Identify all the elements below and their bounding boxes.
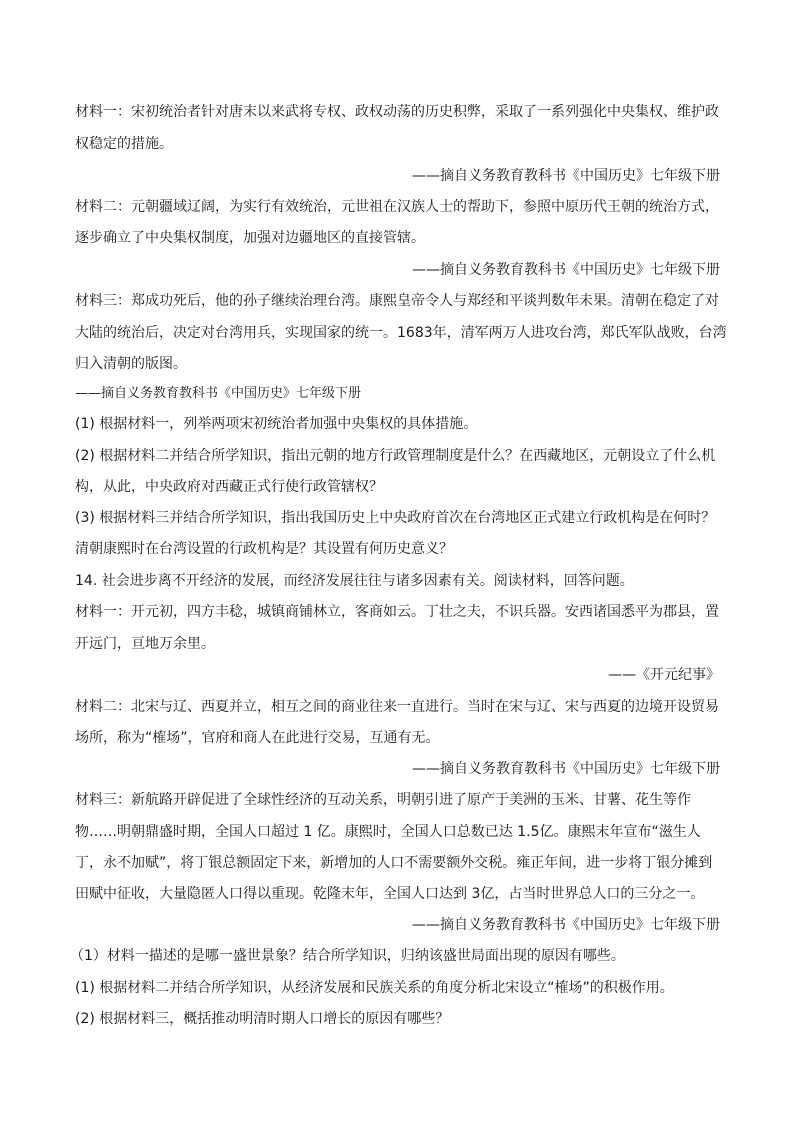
text-line: 材料一：宋初统治者针对唐末以来武将专权、政权动荡的历史积弊，采取了一系列强化中央集权、维护政 [75, 104, 719, 120]
source-citation: ——《开元纪事》 [608, 667, 720, 683]
text-line: 材料三：郑成功死后，他的孙子继续治理台湾。康熙皇帝令人与郑经和平谈判数年未果。清朝在稳定了对 [75, 293, 719, 309]
question-line: 清朝康熙时在台湾设置的行政机构是？其设置有何历史意义？ [75, 541, 453, 557]
question-line: (2) 根据材料二并结合所学知识，指出元朝的地方行政管理制度是什么？在西藏地区，元朝设立了什么机 [75, 448, 716, 464]
question-line: 构，从此，中央政府对西藏正式行使行政管辖权？ [75, 479, 383, 495]
text-line: 材料一：开元初，四方丰稔，城镇商铺林立，客商如云。丁壮之夫，不识兵器。安西诸国悉平为郡县，置 [75, 604, 719, 620]
text-line: 开远门，亘地万余里。 [75, 636, 215, 652]
source-citation: ——摘自义务教育教科书《中国历史》七年级下册 [412, 262, 720, 278]
source-citation: ——摘自义务教育教科书《中国历史》七年级下册 [412, 761, 720, 777]
question-line: (2) 根据材料三，概括推动明清时期人口增长的原因有哪些？ [75, 1011, 450, 1027]
text-line: 逐步确立了中央集权制度，加强对边疆地区的直接管辖。 [75, 230, 425, 246]
text-line: 场所，称为“榷场”，官府和商人在此进行交易，互通有无。 [75, 730, 440, 746]
text-line: 权稳定的措施。 [75, 136, 173, 152]
question-line: (1) 根据材料二并结合所学知识，从经济发展和民族关系的角度分析北宋设立“榷场”的积极作用。 [75, 980, 674, 996]
text-line: 田赋中征收，大量隐匿人口得以重现。乾隆末年，全国人口达到 3亿，占当时世界总人口的三分之一。 [75, 886, 705, 902]
text-line: 材料二：元朝疆域辽阔，为实行有效统治，元世祖在汉族人士的帮助下，参照中原历代王朝的统治方式， [75, 199, 719, 215]
question-line: (1) 根据材料一，列举两项宋初统治者加强中央集权的具体措施。 [75, 416, 478, 432]
text-line: 物……明朝鼎盛时期，全国人口超过 1 亿。康熙时，全国人口总数已达 1.5亿。康熙末年宣布“滋生人 [75, 824, 701, 840]
source-citation: ——摘自义务教育教科书《中国历史》七年级下册 [412, 917, 720, 933]
text-line: 材料三：新航路开辟促进了全球性经济的互动关系，明朝引进了原产于美洲的玉米、甘薯、花生等作 [75, 792, 691, 808]
text-line: 材料二：北宋与辽、西夏并立，相互之间的商业往来一直进行。当时在宋与辽、宋与西夏的边境开设贸易 [75, 699, 719, 715]
source-citation: ——摘自义务教育教科书《中国历史》七年级下册 [412, 168, 720, 184]
text-line: 归入清朝的版图。 [75, 356, 187, 372]
text-line: 丁，永不加赋”，将丁银总额固定下来，新增加的人口不需要额外交税。雍正年间，进一步将丁银分摊到 [75, 855, 713, 871]
question-line: （1）材料一描述的是哪一盛世景象？结合所学知识，归纳该盛世局面出现的原因有哪些。 [70, 948, 625, 964]
question-line: (3) 根据材料三并结合所学知识，指出我国历史上中央政府首次在台湾地区正式建立行政机构是在何时？ [75, 510, 716, 526]
question-heading: 14. 社会进步离不开经济的发展，而经济发展往往与诸多因素有关。阅读材料，回答问题。 [75, 573, 634, 589]
text-line: 大陆的统治后，决定对台湾用兵，实现国家的统一。1683年，清军两万人进攻台湾，郑氏军队战败，台湾 [75, 325, 727, 341]
source-citation: ——摘自义务教育教科书《中国历史》七年级下册 [75, 386, 362, 401]
